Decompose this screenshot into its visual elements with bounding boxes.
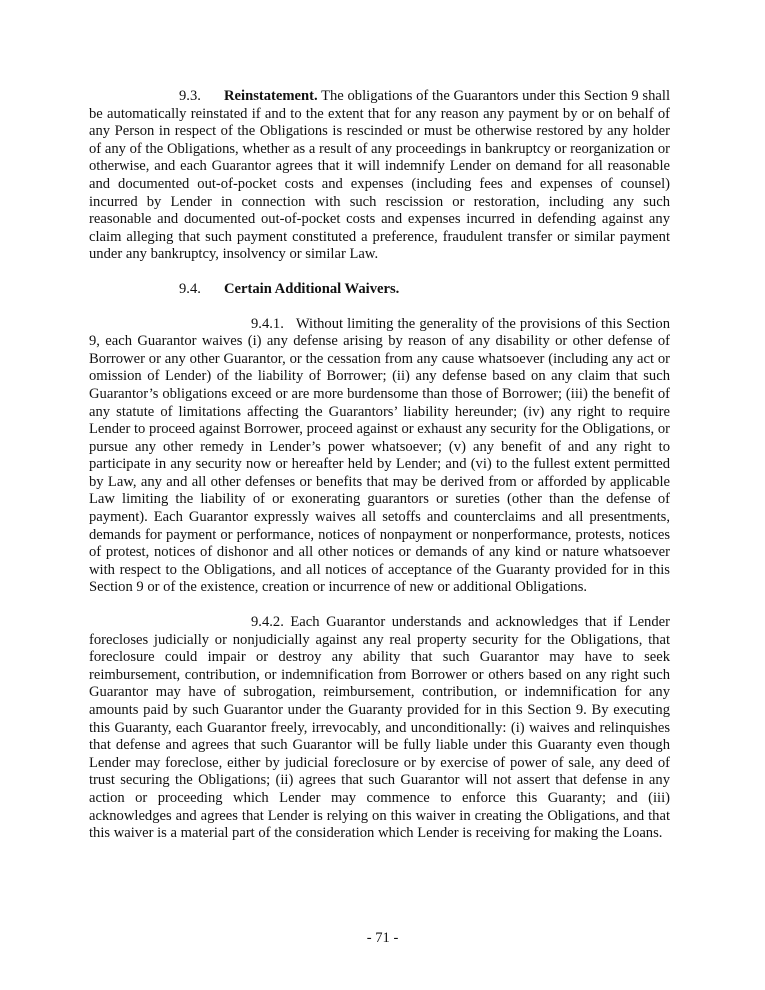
section-number: 9.3. (179, 88, 201, 104)
subsection-number: 9.4.2. (251, 614, 284, 631)
section-9-4-heading (89, 281, 670, 299)
subsection-number: 9.4.1. (251, 315, 284, 332)
section-heading: Reinstatement. (224, 88, 318, 104)
subsection-body-text: Without limiting the generality of the provisions of this Section 9, each Guarantor waives (i) any defense arising by reason of any disability or other defense of Borrower or any other Guarantor, or the cessation from any cause whatsoever (including any act or omission of Lender) of the liability of Borrower; (ii) any defense based on any claim that such Guarantor’s obligations exceed or are more burdensome than those of Borrower; (iii) the benefit of any statute of limitations affecting the Guarantors’ liability hereunder; (iv) any right to require Lender to proceed against Borrower, proceed against or exhaust any security for the Obligations, or pursue any other remedy in Lender’s power whatsoever; (v) any benefit of and any right to participate in any security now or hereafter held by Lender; and (vi) to the fullest extent permitted by Law, any and all other defenses or benefits that may be derived from or afforded by applicable Law limiting the liability of or exonerating guarantors or sureties (other than the defense of payment). Each Guarantor expressly waives all setoffs and counterclaims and all presentments, demands for payment or performance, notices of nonpayment or nonperformance, protests, notices of protest, notices of dishonor and all other notices or demands of any kind or nature whatsoever with respect to the Obligations, and all notices of acceptance of the Guaranty provided for in this Section 9 or of the existence, creation or incurrence of new or additional Obligations. (89, 315, 670, 596)
section-9-4-1-paragraph (89, 316, 670, 598)
section-9-4-2-paragraph (89, 614, 670, 843)
section-number: 9.4. (179, 280, 201, 297)
section-body-text: The obligations of the Guarantors under this Section 9 shall be automatically reinstated if and to the extent that for any reason any payment by or on behalf of any Person in respect of the Obligations is rescinded or must be otherwise restored by any holder of any of the Obligations, whether as a result of any proceedings in bankruptcy or reorganization or otherwise, and each Guarantor agrees that it will indemnify Lender on demand for all reasonable and documented out-of-pocket costs and expenses (including fees and expenses of counsel) incurred by Lender in connection with such rescission or restoration, including any such reasonable and documented out-of-pocket costs and expenses incurred in defending against any claim alleging that such payment constituted a preference, fraudulent transfer or similar payment under any bankruptcy, insolvency or similar Law. (89, 88, 670, 263)
page-number: - 71 - (366, 930, 399, 946)
section-heading: Certain Additional Waivers. (224, 280, 400, 297)
section-9-3-paragraph (89, 88, 670, 264)
subsection-body-text: Each Guarantor understands and acknowledges that if Lender forecloses judicially or nonjudicially against any real property security for the Obligations, that foreclosure could impair or destroy any ability that such Guarantor may have to seek reimbursement, contribution, or indemnification from Borrower or others based on any right such Guarantor may have of subrogation, reimbursement, contribution, or indemnification for any amounts paid by such Guarantor under the Guaranty provided for in this Section 9. By executing this Guaranty, each Guarantor freely, irrevocably, and unconditionally: (i) waives and relinquishes that defense and agrees that such Guarantor will be fully liable under this Guaranty even though Lender may foreclose, either by judicial foreclosure or by exercise of power of sale, any deed of trust securing the Obligations; (ii) agrees that such Guarantor will not assert that defense in any action or proceeding which Lender may commence to enforce this Guaranty; and (iii) acknowledges and agrees that Lender is relying on this waiver in creating the Obligations, and that this waiver is a material part of the consideration which Lender is receiving for making the Loans. (89, 614, 670, 842)
document-page (89, 88, 670, 860)
